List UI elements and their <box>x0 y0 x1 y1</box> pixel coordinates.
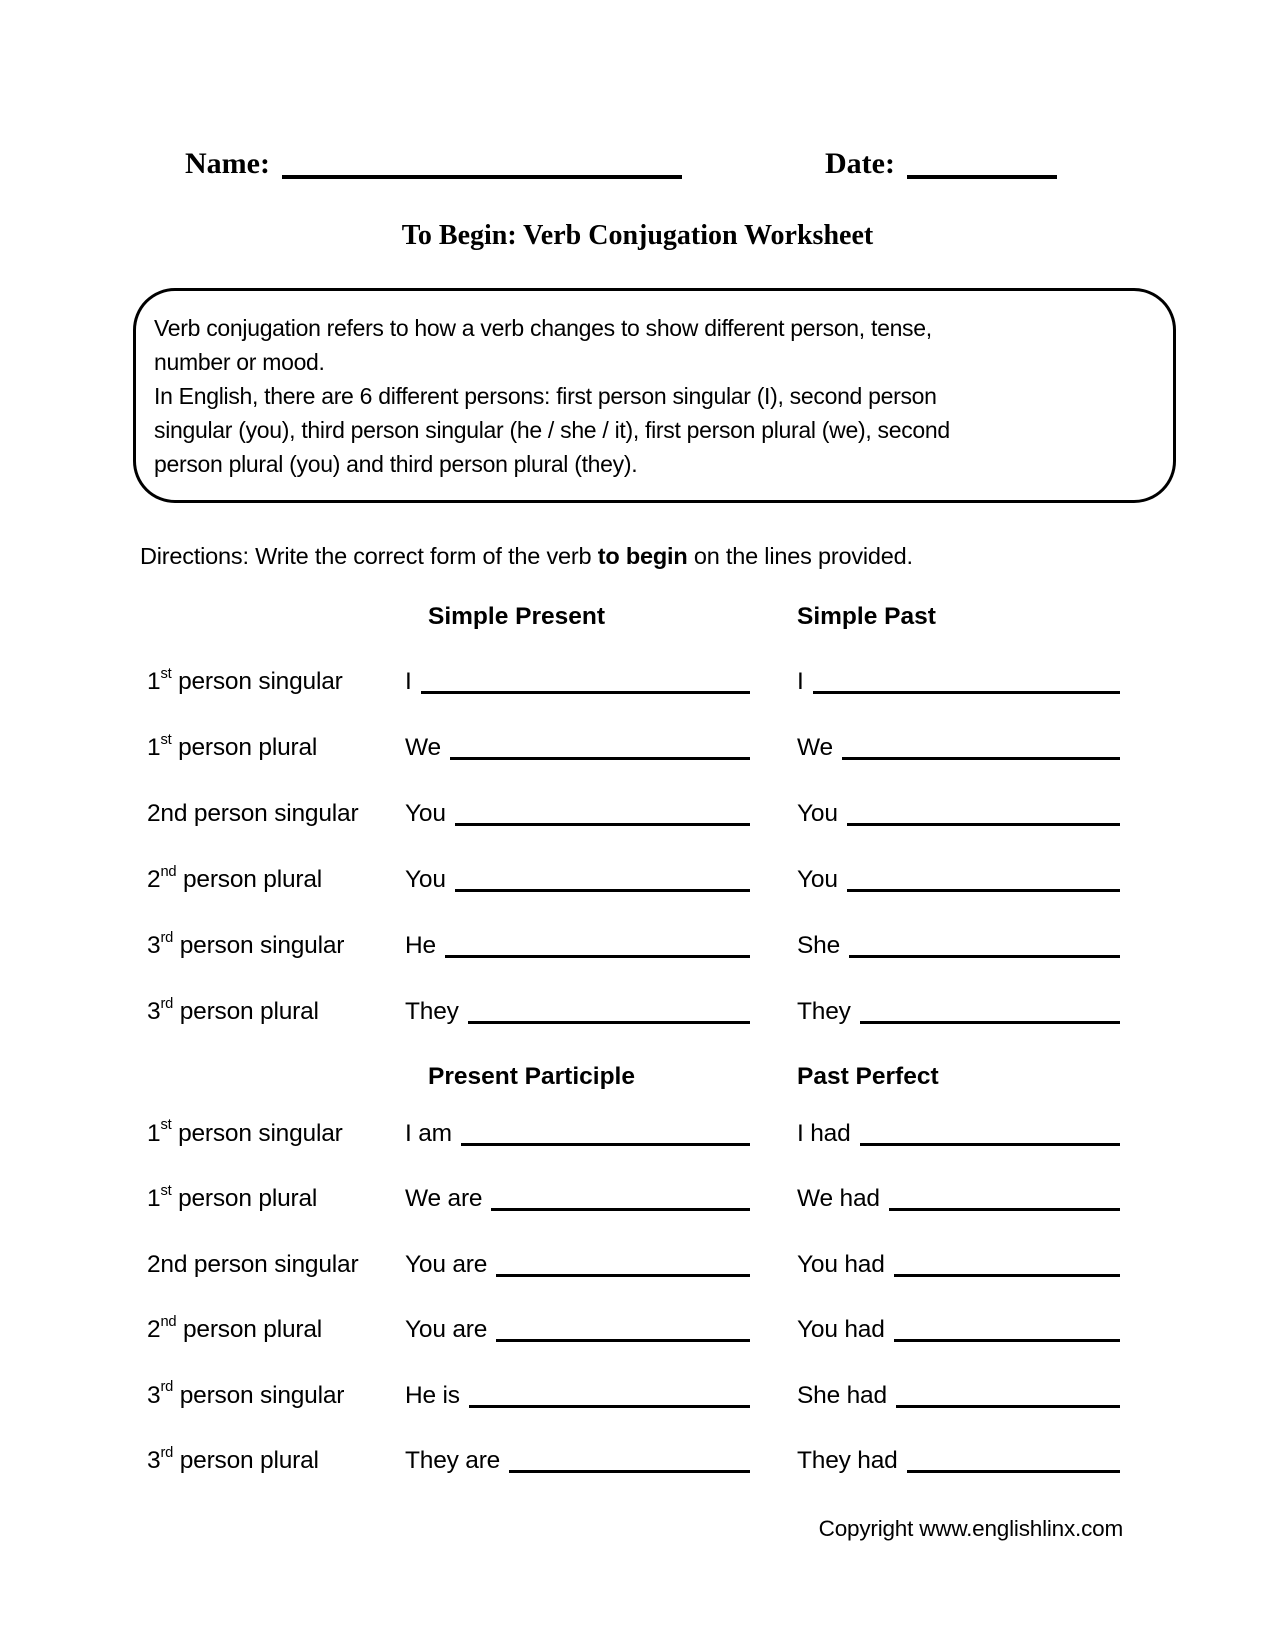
answer-line <box>894 1339 1120 1342</box>
past-perfect-cell <box>795 1316 1120 1344</box>
person-text: person plural <box>173 998 319 1025</box>
person-label <box>140 665 398 696</box>
directions-prefix: Directions: Write the correct form of the verb <box>140 543 598 569</box>
simple-past-cell <box>795 932 1120 960</box>
person-ordinal: 2 <box>147 866 161 893</box>
info-box-line: In English, there are 6 different persons: first person singular (I), second person <box>154 383 937 409</box>
pronoun-prefix: You are <box>405 1316 488 1344</box>
simple-present-cell <box>398 734 755 762</box>
pronoun-prefix: They had <box>797 1447 898 1475</box>
pronoun-prefix: We had <box>797 1185 880 1213</box>
conjugation-row <box>140 649 1120 715</box>
column-header-past-perfect: Past Perfect <box>797 1063 939 1090</box>
person-text: person plural <box>176 866 323 893</box>
pronoun-prefix: He is <box>405 1381 460 1409</box>
answer-line <box>907 1470 1120 1473</box>
answer-line <box>491 1208 750 1211</box>
person-label <box>140 1444 398 1475</box>
answer-line <box>450 757 750 760</box>
person-ordinal: 3 <box>147 932 161 959</box>
person-ordinal-suffix: rd <box>160 1379 174 1396</box>
info-box-line: number or mood. <box>154 349 325 375</box>
date-field-group <box>825 147 1057 180</box>
conjugation-row <box>140 715 1120 781</box>
pronoun-prefix: They <box>797 997 851 1025</box>
conjugation-row <box>140 979 1120 1045</box>
past-perfect-cell <box>795 1120 1120 1148</box>
answer-line <box>813 691 1120 694</box>
answer-line <box>455 889 750 892</box>
person-ordinal: 1 <box>147 1119 161 1147</box>
column-header-present-participle: Present Participle <box>428 1063 635 1090</box>
conjugation-row <box>140 1101 1120 1167</box>
answer-line <box>849 955 1120 958</box>
person-ordinal: 3 <box>147 1381 161 1409</box>
person-ordinal-suffix: st <box>160 1182 172 1199</box>
pronoun-prefix: They are <box>405 1447 501 1475</box>
simple-past-cell <box>795 866 1120 894</box>
conjugation-row <box>140 847 1120 913</box>
column-header-simple-present: Simple Present <box>428 603 606 630</box>
person-text: person plural <box>176 1316 323 1344</box>
pronoun-prefix: You are <box>405 1250 488 1278</box>
column-gap <box>755 1063 795 1089</box>
present-participle-cell <box>398 1447 755 1475</box>
copyright-text: Copyright www.englishlinx.com <box>818 1516 1123 1541</box>
person-label <box>140 1117 398 1148</box>
pronoun-prefix: She <box>797 931 840 959</box>
person-label <box>140 863 398 894</box>
answer-line <box>860 1021 1120 1024</box>
column-gap <box>755 603 795 629</box>
person-ordinal: 1 <box>147 1185 161 1213</box>
conjugation-row <box>140 1167 1120 1233</box>
table2-rows <box>140 1101 1120 1494</box>
answer-line <box>421 691 750 694</box>
table2-header-row <box>140 1063 1120 1089</box>
pronoun-prefix: You <box>405 865 446 893</box>
info-box-line: person plural (you) and third person plural (they). <box>154 451 638 477</box>
person-ordinal: 3 <box>147 998 161 1025</box>
answer-line <box>842 757 1120 760</box>
name-label: Name: <box>185 147 270 180</box>
past-perfect-cell <box>795 1382 1120 1410</box>
answer-line <box>896 1405 1120 1408</box>
column-header-simple-past: Simple Past <box>797 603 936 630</box>
person-ordinal: 2 <box>147 1316 161 1344</box>
date-label: Date: <box>825 147 895 180</box>
present-participle-cell <box>398 1185 755 1213</box>
answer-line <box>860 1143 1121 1146</box>
pronoun-prefix: I am <box>405 1119 452 1147</box>
person-ordinal: 1 <box>147 668 161 695</box>
person-text: person singular <box>171 668 343 695</box>
pronoun-prefix: You <box>797 865 838 893</box>
answer-line <box>496 1339 750 1342</box>
name-blank-line <box>282 175 682 179</box>
table1-header-row <box>140 603 1120 629</box>
simple-past-cell <box>795 734 1120 762</box>
past-perfect-cell <box>795 1185 1120 1213</box>
present-participle-cell <box>398 1120 755 1148</box>
person-ordinal-suffix: nd <box>160 863 177 880</box>
person-text: person singular <box>173 1381 345 1409</box>
person-ordinal: 1 <box>147 734 161 761</box>
pronoun-prefix: I <box>797 667 804 695</box>
simple-present-cell <box>398 932 755 960</box>
person-label <box>140 1379 398 1410</box>
conjugation-row <box>140 1363 1120 1429</box>
pronoun-prefix: She had <box>797 1381 887 1409</box>
directions-verb: to begin <box>597 543 688 569</box>
person-ordinal-suffix: st <box>160 665 172 682</box>
answer-line <box>468 1021 750 1024</box>
conjugation-row <box>140 1429 1120 1495</box>
person-text: person plural <box>173 1447 319 1475</box>
person-ordinal-suffix: st <box>160 1117 172 1134</box>
answer-line <box>889 1208 1120 1211</box>
person-text: person plural <box>171 734 318 761</box>
simple-present-cell <box>398 800 755 828</box>
pronoun-prefix: I had <box>797 1119 851 1147</box>
person-ordinal-suffix: rd <box>160 929 174 946</box>
person-ordinal: 2nd <box>147 800 188 827</box>
answer-line <box>461 1143 750 1146</box>
person-label <box>140 1313 398 1344</box>
pronoun-prefix: We are <box>405 1185 483 1213</box>
simple-past-cell <box>795 800 1120 828</box>
info-box-line: singular (you), third person singular (he / she / it), first person plural (we), second <box>154 417 950 443</box>
simple-present-cell <box>398 866 755 894</box>
pronoun-prefix: You <box>405 799 446 827</box>
simple-present-cell <box>398 668 755 696</box>
pronoun-prefix: I <box>405 667 412 695</box>
person-text: person singular <box>171 1119 343 1147</box>
person-label <box>140 1182 398 1213</box>
person-text: person singular <box>187 1250 359 1278</box>
person-ordinal-suffix: nd <box>160 1313 177 1330</box>
simple-past-cell <box>795 998 1120 1026</box>
answer-line <box>445 955 750 958</box>
person-ordinal: 3 <box>147 1447 161 1475</box>
person-text: person singular <box>173 932 345 959</box>
person-label <box>140 731 398 762</box>
person-ordinal-suffix: rd <box>160 995 174 1012</box>
conjugation-row <box>140 913 1120 979</box>
past-perfect-cell <box>795 1447 1120 1475</box>
table-simple-tenses <box>140 603 1120 1045</box>
answer-line <box>509 1470 750 1473</box>
header-spacer <box>140 1063 398 1089</box>
date-blank-line <box>907 175 1057 179</box>
pronoun-prefix: You <box>797 799 838 827</box>
answer-line <box>847 823 1120 826</box>
conjugation-row <box>140 1232 1120 1298</box>
info-box-line: Verb conjugation refers to how a verb changes to show different person, tense, <box>154 315 932 341</box>
conjugation-row <box>140 781 1120 847</box>
pronoun-prefix: You had <box>797 1250 885 1278</box>
person-label <box>140 1251 398 1279</box>
person-label <box>140 929 398 960</box>
table-perfect-tenses <box>140 1063 1120 1494</box>
answer-line <box>894 1274 1120 1277</box>
simple-present-cell <box>398 998 755 1026</box>
directions-text <box>140 543 913 570</box>
person-label <box>140 800 398 828</box>
present-participle-cell <box>398 1316 755 1344</box>
past-perfect-cell <box>795 1251 1120 1279</box>
pronoun-prefix: They <box>405 997 459 1025</box>
present-participle-cell <box>398 1251 755 1279</box>
answer-line <box>847 889 1120 892</box>
answer-line <box>455 823 750 826</box>
pronoun-prefix: We <box>797 733 833 761</box>
info-box-lines <box>154 311 1173 481</box>
conjugation-row <box>140 1298 1120 1364</box>
name-field-group <box>185 147 682 180</box>
conjugation-tables <box>140 603 1120 1494</box>
person-label <box>140 995 398 1026</box>
pronoun-prefix: We <box>405 733 441 761</box>
info-box <box>133 288 1176 503</box>
answer-line <box>469 1405 750 1408</box>
person-ordinal-suffix: st <box>160 731 172 748</box>
pronoun-prefix: He <box>405 931 436 959</box>
worksheet-title: To Begin: Verb Conjugation Worksheet <box>401 220 874 251</box>
person-ordinal-suffix: rd <box>160 1444 174 1461</box>
header-spacer <box>140 603 398 629</box>
directions-suffix: on the lines provided. <box>687 543 913 569</box>
pronoun-prefix: You had <box>797 1316 885 1344</box>
table1-rows <box>140 649 1120 1045</box>
person-ordinal: 2nd <box>147 1250 188 1278</box>
simple-past-cell <box>795 668 1120 696</box>
answer-line <box>496 1274 750 1277</box>
present-participle-cell <box>398 1382 755 1410</box>
person-text: person singular <box>187 800 359 827</box>
person-text: person plural <box>171 1185 318 1213</box>
